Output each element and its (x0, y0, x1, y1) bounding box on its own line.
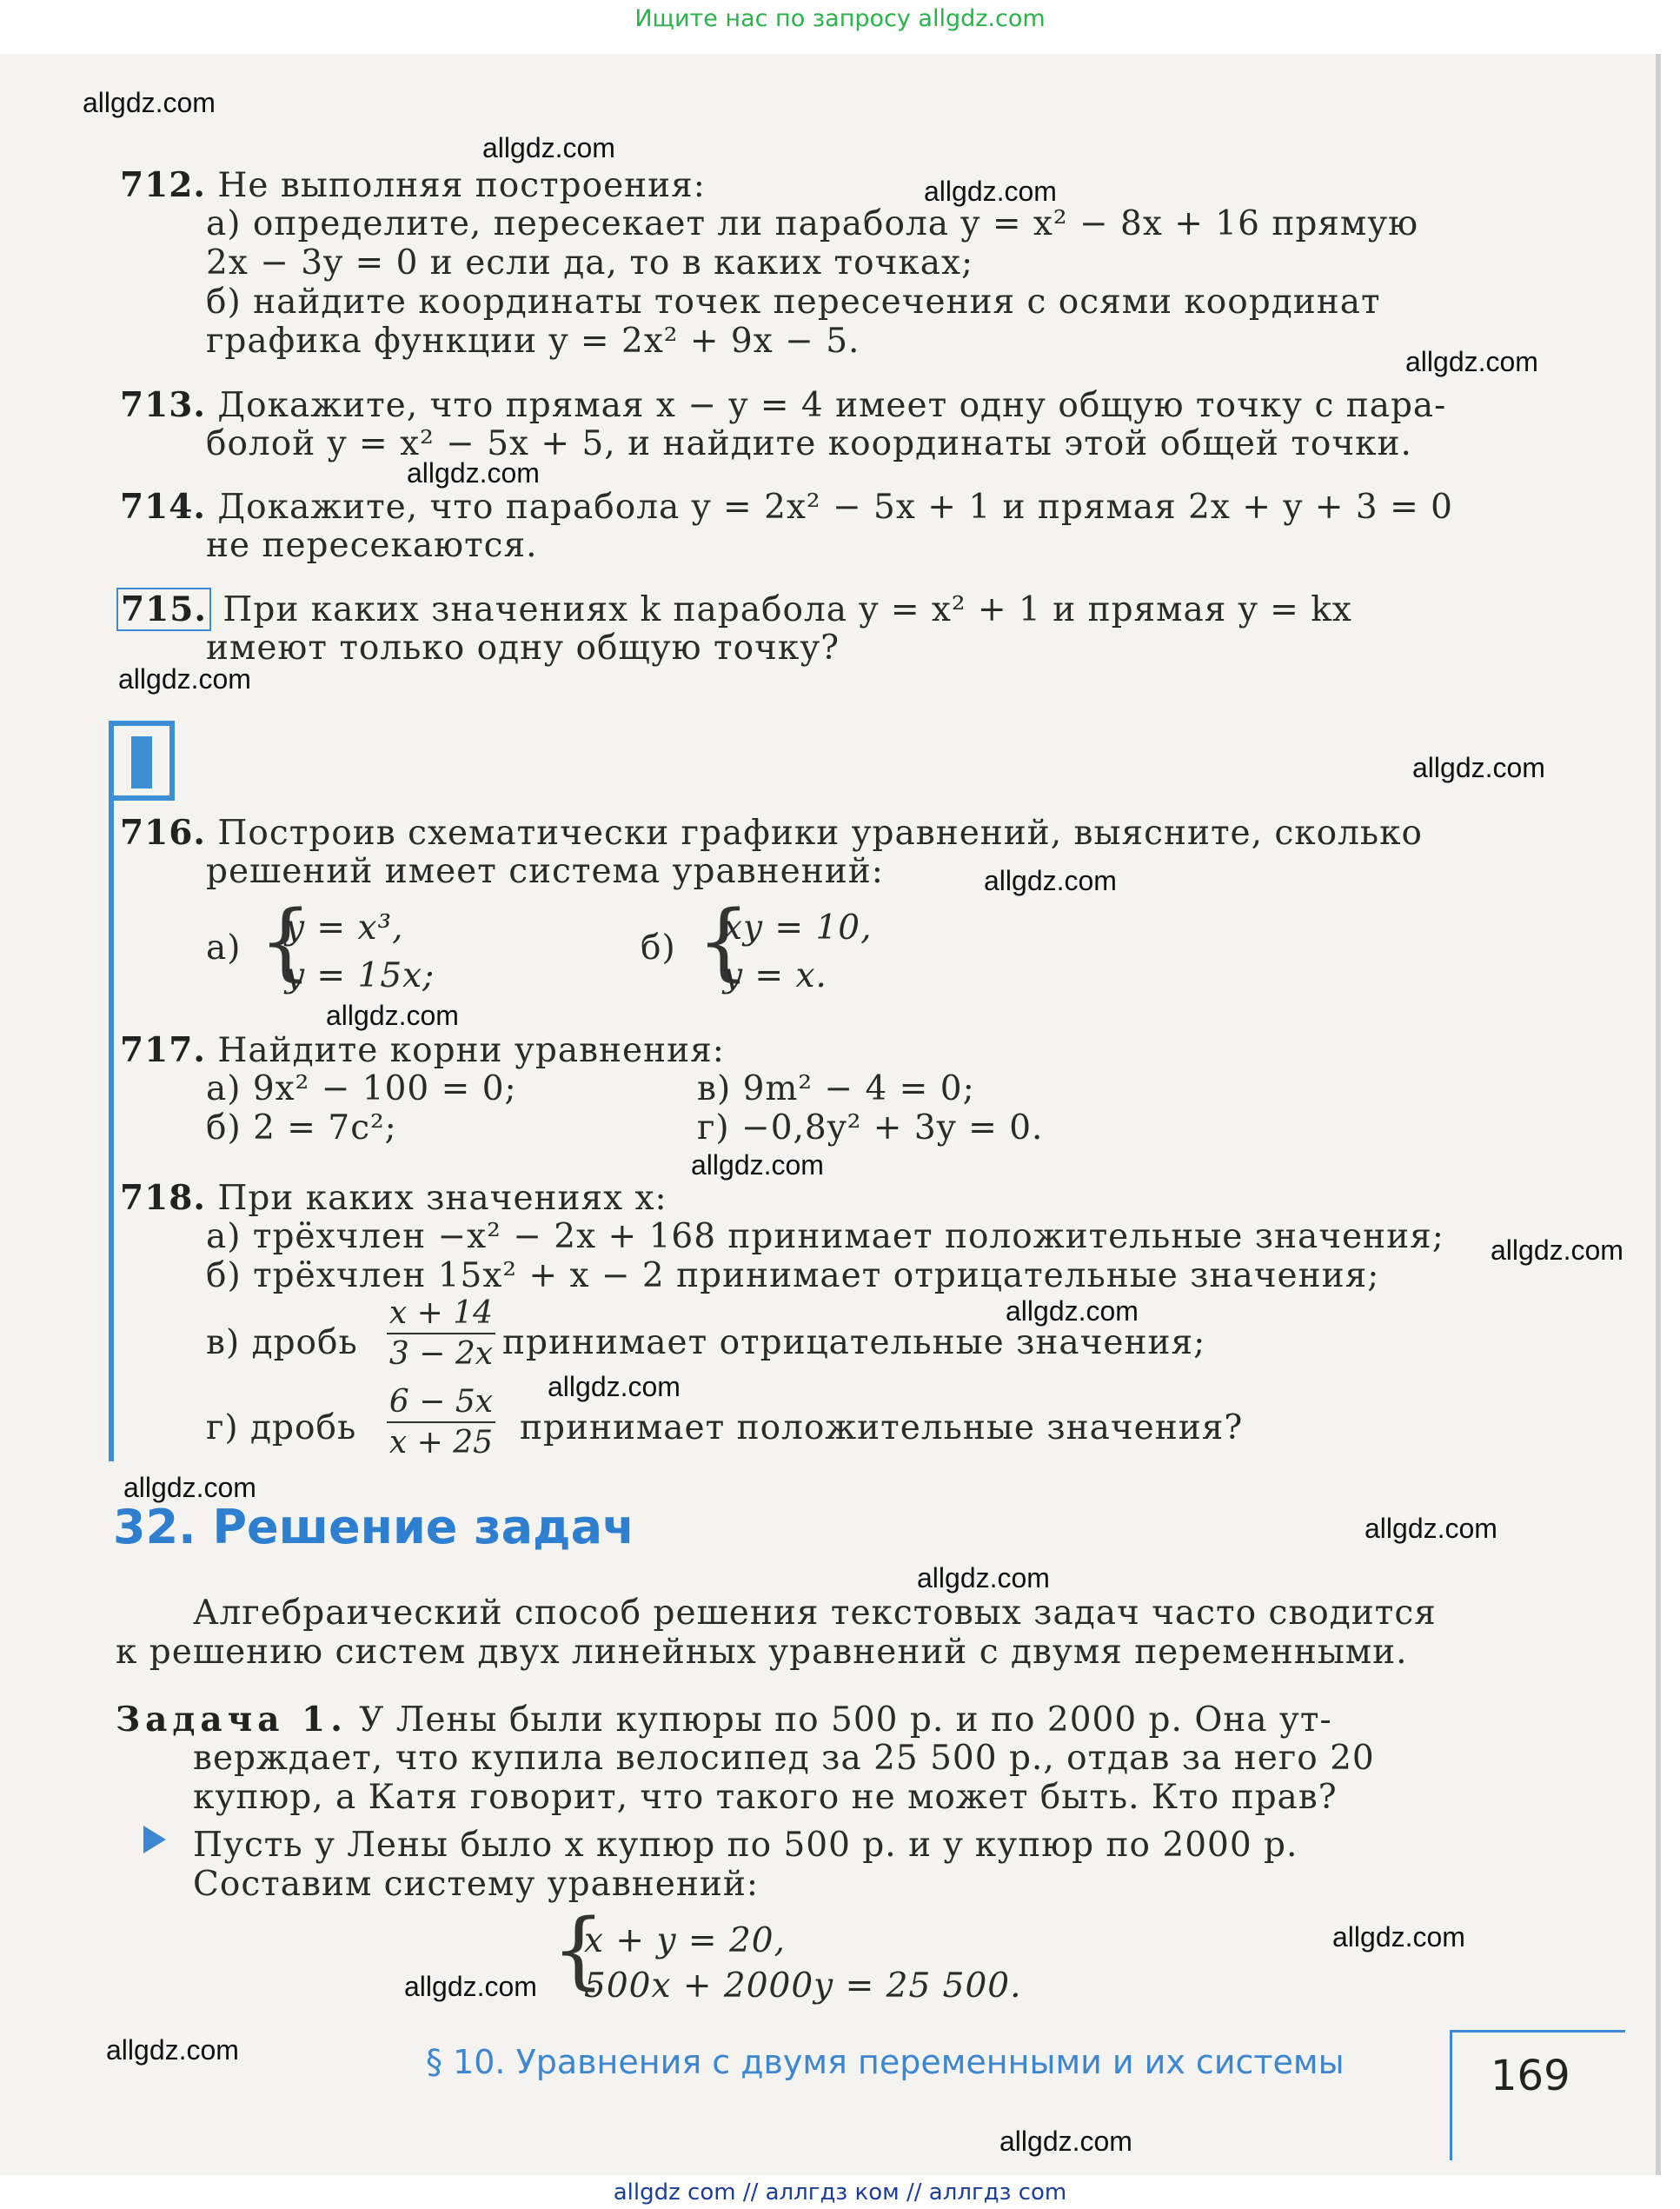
watermark: allgdz.com (1332, 1921, 1465, 1953)
watermark: allgdz.com (482, 132, 615, 163)
system-a-eq2: y = 15x; (285, 956, 435, 995)
problem-number: 713. (120, 385, 206, 425)
chapter-footer: § 10. Уравнения с двумя переменными и их системы (426, 2043, 1345, 2081)
fraction-g (387, 1384, 495, 1460)
system-b-eq2: y = x. (723, 956, 827, 995)
watermark: allgdz.com (924, 176, 1057, 207)
watermark: allgdz.com (1006, 1295, 1139, 1327)
problem-716: 716. Построив схематически графики уравнений, выясните, сколько (120, 813, 1423, 853)
problem-718-g-pre: г) дробь (206, 1408, 357, 1447)
watermark: allgdz.com (999, 2126, 1132, 2157)
section-intro-cont: к решению систем двух линейных уравнений с двумя переменными. (116, 1633, 1408, 1672)
problem-713: 713. Докажите, что прямая x − y = 4 имеет одну общую точку с пара- (120, 385, 1447, 425)
bottom-banner: allgdz com // аллгдз ком // аллгдз com (613, 2179, 1067, 2206)
problem-718-v-pre: в) дробь (206, 1323, 358, 1362)
task-1: Задача 1. У Лены были купюры по 500 р. и по 2000 р. Она ут- (116, 1700, 1332, 1740)
top-banner: Ищите нас по запросу allgdz.com (634, 5, 1046, 32)
solution-arrow-icon (143, 1826, 166, 1853)
problem-714-cont: не пересекаются. (206, 526, 538, 565)
watermark: allgdz.com (1365, 1513, 1497, 1544)
page-number: 169 (1491, 2052, 1570, 2100)
fraction-denominator: 3 − 2x (388, 1336, 494, 1372)
fraction-v (387, 1295, 495, 1372)
watermark: allgdz.com (118, 663, 251, 695)
problem-717-b: б) 2 = 7c²; (206, 1108, 397, 1148)
problem-715-cont: имеют только одну общую точку? (206, 629, 840, 668)
brace-icon: { (259, 893, 313, 990)
brace-icon: { (697, 893, 751, 990)
problem-718-a: а) трёхчлен −x² − 2x + 168 принимает положительные значения; (206, 1217, 1444, 1256)
task-1-cont: верждает, что купила велосипед за 25 500 р., отдав за него 20 (193, 1739, 1375, 1778)
watermark: allgdz.com (1412, 752, 1545, 783)
problem-716-cont: решений имеет система уравнений: (206, 852, 884, 891)
system-eq1: x + y = 20, (584, 1921, 786, 1960)
system-eq2: 500x + 2000y = 25 500. (584, 1966, 1022, 2006)
problem-718: 718. При каких значениях x: (120, 1178, 667, 1218)
system-a-eq1: y = x³, (285, 908, 404, 948)
problem-717: 717. Найдите корни уравнения: (120, 1030, 725, 1070)
watermark: allgdz.com (326, 1000, 459, 1031)
problem-712-b-cont: графика функции y = 2x² + 9x − 5. (206, 322, 860, 361)
fraction-numerator: 6 − 5x (388, 1384, 494, 1420)
watermark: allgdz.com (123, 1472, 256, 1503)
watermark: allgdz.com (83, 87, 216, 118)
task-1-cont2: купюр, а Катя говорит, что такого не может быть. Кто прав? (193, 1778, 1338, 1817)
problem-717-g: г) −0,8y² + 3y = 0. (697, 1108, 1044, 1148)
system-b-eq1: xy = 10, (723, 908, 873, 948)
footer-rule (1451, 2030, 1625, 2033)
margin-marker-icon (109, 721, 175, 801)
problem-715: 715. При каких значениях k парабола y = x² + 1 и прямая y = kx (116, 589, 1352, 629)
footer-vrule (1450, 2030, 1452, 2160)
watermark: allgdz.com (106, 2034, 239, 2066)
fraction-denominator: x + 25 (388, 1425, 494, 1460)
brace-icon: { (552, 1901, 606, 1999)
problem-713-cont: болой y = x² − 5x + 5, и найдите координаты этой общей точки. (206, 424, 1412, 463)
problem-718-v-post: принимает отрицательные значения; (502, 1323, 1206, 1362)
problem-number: 718. (120, 1178, 206, 1218)
problem-712-b: б) найдите координаты точек пересечения с осями координат (206, 283, 1381, 322)
solution-line-cont: Составим систему уравнений: (193, 1865, 759, 1904)
problem-718-b: б) трёхчлен 15x² + x − 2 принимает отрицательные значения; (206, 1256, 1380, 1295)
problem-712: 712. Не выполняя построения: (120, 165, 706, 205)
watermark: allgdz.com (691, 1149, 824, 1181)
problem-718-g-post: принимает положительные значения? (520, 1408, 1244, 1447)
solution-line: Пусть у Лены было x купюр по 500 р. и y купюр по 2000 р. (193, 1826, 1298, 1865)
problem-number: 716. (120, 813, 206, 853)
problem-712-a: а) определите, пересекает ли парабола y = x² − 8x + 16 прямую (206, 204, 1419, 243)
task-label: Задача 1. (116, 1700, 348, 1740)
watermark: allgdz.com (404, 1971, 537, 2002)
problem-712-a-cont: 2x − 3y = 0 и если да, то в каких точках; (206, 243, 974, 283)
margin-bar (109, 801, 114, 1461)
watermark: allgdz.com (984, 865, 1117, 896)
problem-number: 712. (120, 165, 206, 205)
problem-717-v: в) 9m² − 4 = 0; (697, 1069, 975, 1108)
system-b-label: б) (641, 928, 676, 968)
section-title: 32. Решение задач (113, 1500, 635, 1554)
watermark: allgdz.com (548, 1371, 681, 1402)
watermark: allgdz.com (1405, 346, 1538, 377)
watermark: allgdz.com (1491, 1234, 1624, 1266)
fraction-numerator: x + 14 (388, 1295, 494, 1331)
problem-number: 717. (120, 1030, 206, 1070)
problem-number: 714. (120, 487, 206, 527)
problem-714: 714. Докажите, что парабола y = 2x² − 5x + 1 и прямая 2x + y + 3 = 0 (120, 487, 1453, 527)
problem-number: 715. (116, 588, 211, 631)
watermark: allgdz.com (917, 1562, 1050, 1594)
watermark: allgdz.com (407, 457, 540, 489)
system-a-label: а) (206, 928, 242, 968)
problem-717-a: а) 9x² − 100 = 0; (206, 1069, 517, 1108)
section-intro: Алгебраический способ решения текстовых задач часто сводится (193, 1594, 1437, 1633)
